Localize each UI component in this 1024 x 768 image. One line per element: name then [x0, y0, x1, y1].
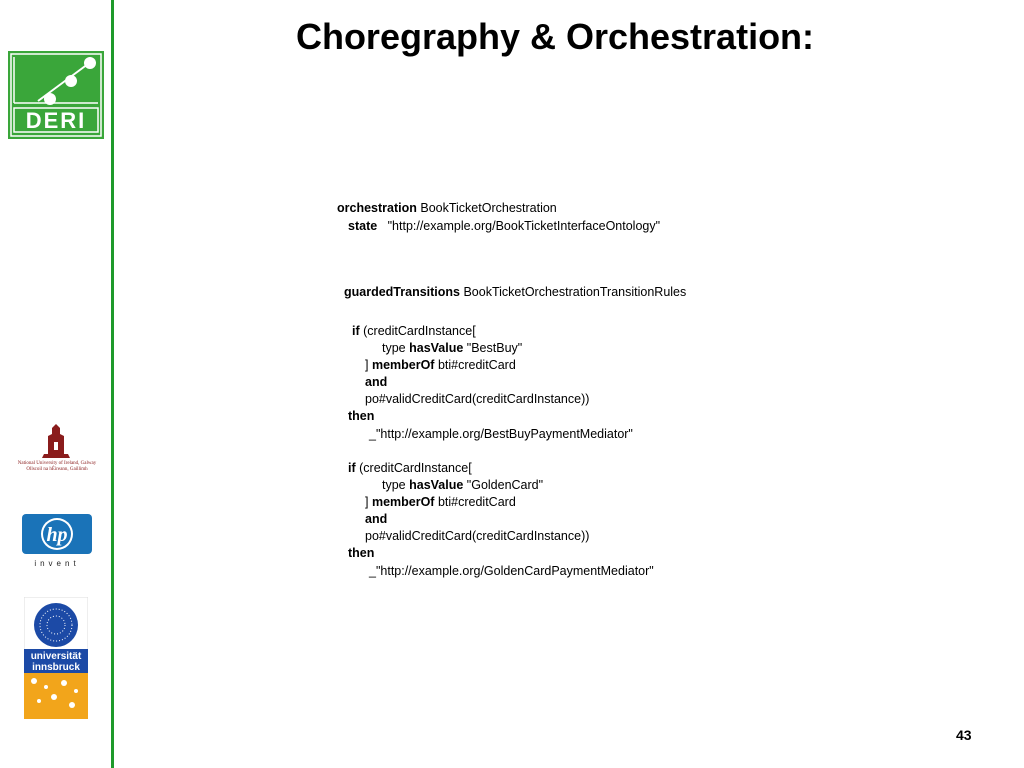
code-line: then — [348, 409, 375, 423]
svg-text:hp: hp — [46, 524, 68, 546]
code-line: and — [365, 512, 388, 526]
code-line: state "http://example.org/BookTicketInterfaceOntology" — [348, 219, 661, 233]
code-line: type hasValue "GoldenCard" — [382, 478, 544, 492]
code-line: type hasValue "BestBuy" — [382, 341, 523, 355]
svg-text:universität: universität — [30, 651, 82, 662]
code-line: po#validCreditCard(creditCardInstance)) — [365, 529, 590, 543]
code-line: ] memberOf bti#creditCard — [365, 495, 516, 509]
svg-text:Ollscoil na hÉireann, Gaillimh: Ollscoil na hÉireann, Gaillimh — [26, 467, 88, 472]
code-line: _"http://example.org/GoldenCardPaymentMediator" — [369, 564, 654, 578]
code-line: if (creditCardInstance[ — [348, 461, 472, 475]
svg-text:DERI: DERI — [25, 108, 87, 133]
svg-text:innsbruck: innsbruck — [32, 662, 80, 673]
code-line: _"http://example.org/BestBuyPaymentMediator" — [369, 427, 633, 441]
code-line: and — [365, 375, 388, 389]
svg-text:National University of Ireland: National University of Ireland, Galway — [17, 461, 97, 466]
code-line: guardedTransitions BookTicketOrchestrationTransitionRules — [344, 285, 687, 299]
code-line: po#validCreditCard(creditCardInstance)) — [365, 392, 590, 406]
code-line: if (creditCardInstance[ — [352, 324, 476, 338]
code-line: orchestration BookTicketOrchestration — [337, 201, 557, 215]
code-line: ] memberOf bti#creditCard — [365, 358, 516, 372]
slide-title: Choregraphy & Orchestration: — [295, 16, 815, 57]
code-line: then — [348, 546, 375, 560]
svg-text:invent: invent — [34, 559, 80, 568]
page-number: 43 — [956, 727, 972, 743]
